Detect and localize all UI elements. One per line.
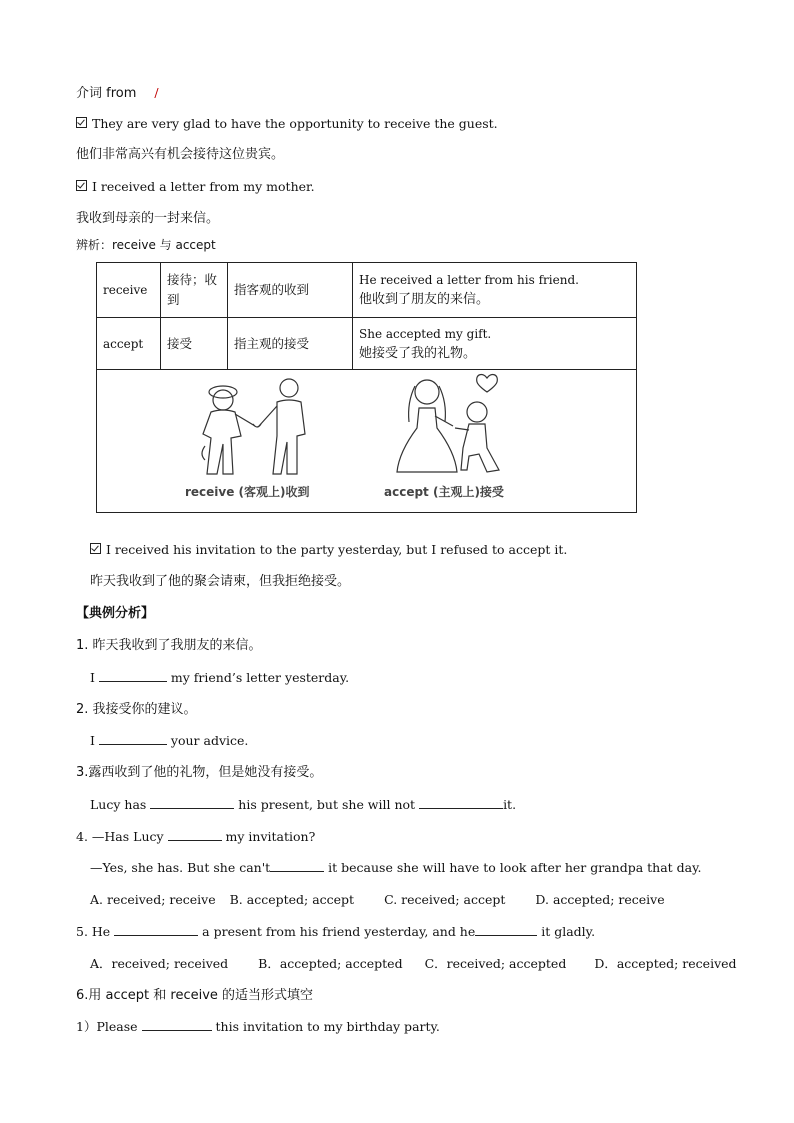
compare-title: 辨析：receive 与 accept: [76, 238, 216, 252]
answer-blank[interactable]: [270, 859, 324, 872]
question-1-line: [90, 669, 349, 687]
q2-post: your advice.: [170, 733, 249, 748]
checkbox-icon: [90, 543, 101, 554]
header-slash: /: [154, 85, 159, 100]
q3-pre: Lucy has: [90, 797, 147, 812]
answer-blank[interactable]: [475, 923, 537, 936]
table-row: [97, 318, 637, 370]
comparison-table: [96, 262, 637, 513]
example-1-cn: 他们非常高兴有机会接待这位贵宾。: [76, 147, 285, 162]
example-2-text: I received a letter from my mother.: [92, 179, 315, 194]
example-cell: [353, 263, 637, 318]
q4-line2-post: it because she will have to look after her grandpa that day.: [328, 860, 702, 875]
example-3-en: [90, 541, 567, 559]
meaning-cell: 接受: [161, 318, 228, 370]
caption-left: receive (客观上)收到: [185, 485, 310, 499]
answer-blank[interactable]: [142, 1018, 212, 1031]
note-cell: 指主观的接受: [228, 318, 353, 370]
caption-right: accept (主观上)接受: [384, 485, 504, 499]
question-1-stem: 1. 昨天我收到了我朋友的来信。: [76, 638, 262, 653]
q5-post: it gladly.: [541, 924, 596, 939]
q6-post: this invitation to my birthday party.: [215, 1019, 440, 1034]
section-title: 【典例分析】: [76, 606, 155, 621]
option-d[interactable]: D. accepted; receive: [535, 892, 665, 907]
illustration-cell: [97, 370, 637, 513]
option-a[interactable]: A．received; received: [90, 956, 229, 971]
handshake-illustration: [193, 374, 323, 484]
note-cell: 指客观的收到: [228, 263, 353, 318]
q4-post: my invitation?: [225, 829, 316, 844]
example-cn: 他收到了朋友的来信。: [359, 292, 490, 307]
q6-pre: 1）Please: [76, 1019, 138, 1034]
example-3-text: I received his invitation to the party yesterday, but I refused to accept it.: [106, 542, 568, 557]
q1-post: my friend’s letter yesterday.: [170, 670, 350, 685]
table-row: [97, 370, 637, 513]
option-b[interactable]: B．accepted; accepted: [258, 956, 403, 971]
word-cell: receive: [97, 263, 161, 318]
option-a[interactable]: A. received; receive: [90, 892, 216, 907]
q2-pre: I: [90, 733, 95, 748]
option-b[interactable]: B. accepted; accept: [229, 892, 355, 907]
q5-pre: 5. He: [76, 924, 111, 939]
question-6-line: [76, 1018, 440, 1036]
option-d[interactable]: D．accepted; received: [594, 956, 737, 971]
answer-blank[interactable]: [114, 923, 198, 936]
meaning-cell: 接待；收到: [161, 263, 228, 318]
q3-post: it.: [503, 797, 517, 812]
question-5-options: [90, 955, 737, 973]
example-1-en: [76, 115, 498, 133]
answer-blank[interactable]: [150, 796, 234, 809]
example-2-en: [76, 178, 315, 196]
q4-line2-pre: —Yes, she has. But she can't: [90, 860, 271, 875]
example-2-cn: 我收到母亲的一封来信。: [76, 211, 220, 226]
answer-blank[interactable]: [99, 669, 167, 682]
q1-pre: I: [90, 670, 95, 685]
proposal-illustration: [387, 372, 507, 484]
question-6-stem: 6.用 accept 和 receive 的适当形式填空: [76, 988, 314, 1003]
q4-pre: 4. —Has Lucy: [76, 829, 164, 844]
question-2-stem: 2. 我接受你的建议。: [76, 702, 197, 717]
question-3-line: [90, 796, 516, 814]
table-row: [97, 263, 637, 318]
answer-blank[interactable]: [419, 796, 503, 809]
example-en: She accepted my gift.: [359, 326, 492, 341]
question-3-stem: 3.露西收到了他的礼物，但是她没有接受。: [76, 765, 323, 780]
example-1-text: They are very glad to have the opportunity to receive the guest.: [92, 116, 498, 131]
header-line: [76, 84, 159, 103]
q3-mid: his present, but she will not: [238, 797, 416, 812]
example-cn: 她接受了我的礼物。: [359, 345, 477, 361]
checkbox-icon: [76, 117, 87, 128]
q5-mid: a present from his friend yesterday, and he: [202, 924, 476, 939]
answer-blank[interactable]: [99, 732, 167, 745]
option-c[interactable]: C. received; accept: [384, 892, 506, 907]
header-label: 介词 from: [76, 86, 137, 101]
example-3-cn: 昨天我收到了他的聚会请柬，但我拒绝接受。: [90, 574, 351, 589]
example-en: He received a letter from his friend.: [359, 273, 579, 287]
example-cell: [353, 318, 637, 370]
question-5-line: [76, 923, 595, 941]
question-2-line: [90, 732, 248, 750]
answer-blank[interactable]: [168, 828, 222, 841]
question-4-line-2: [90, 859, 702, 877]
checkbox-icon: [76, 180, 87, 191]
word-cell: accept: [97, 318, 161, 370]
question-4-options: [90, 891, 665, 909]
option-c[interactable]: C．received; accepted: [424, 956, 567, 971]
question-4-line-1: [76, 828, 315, 846]
